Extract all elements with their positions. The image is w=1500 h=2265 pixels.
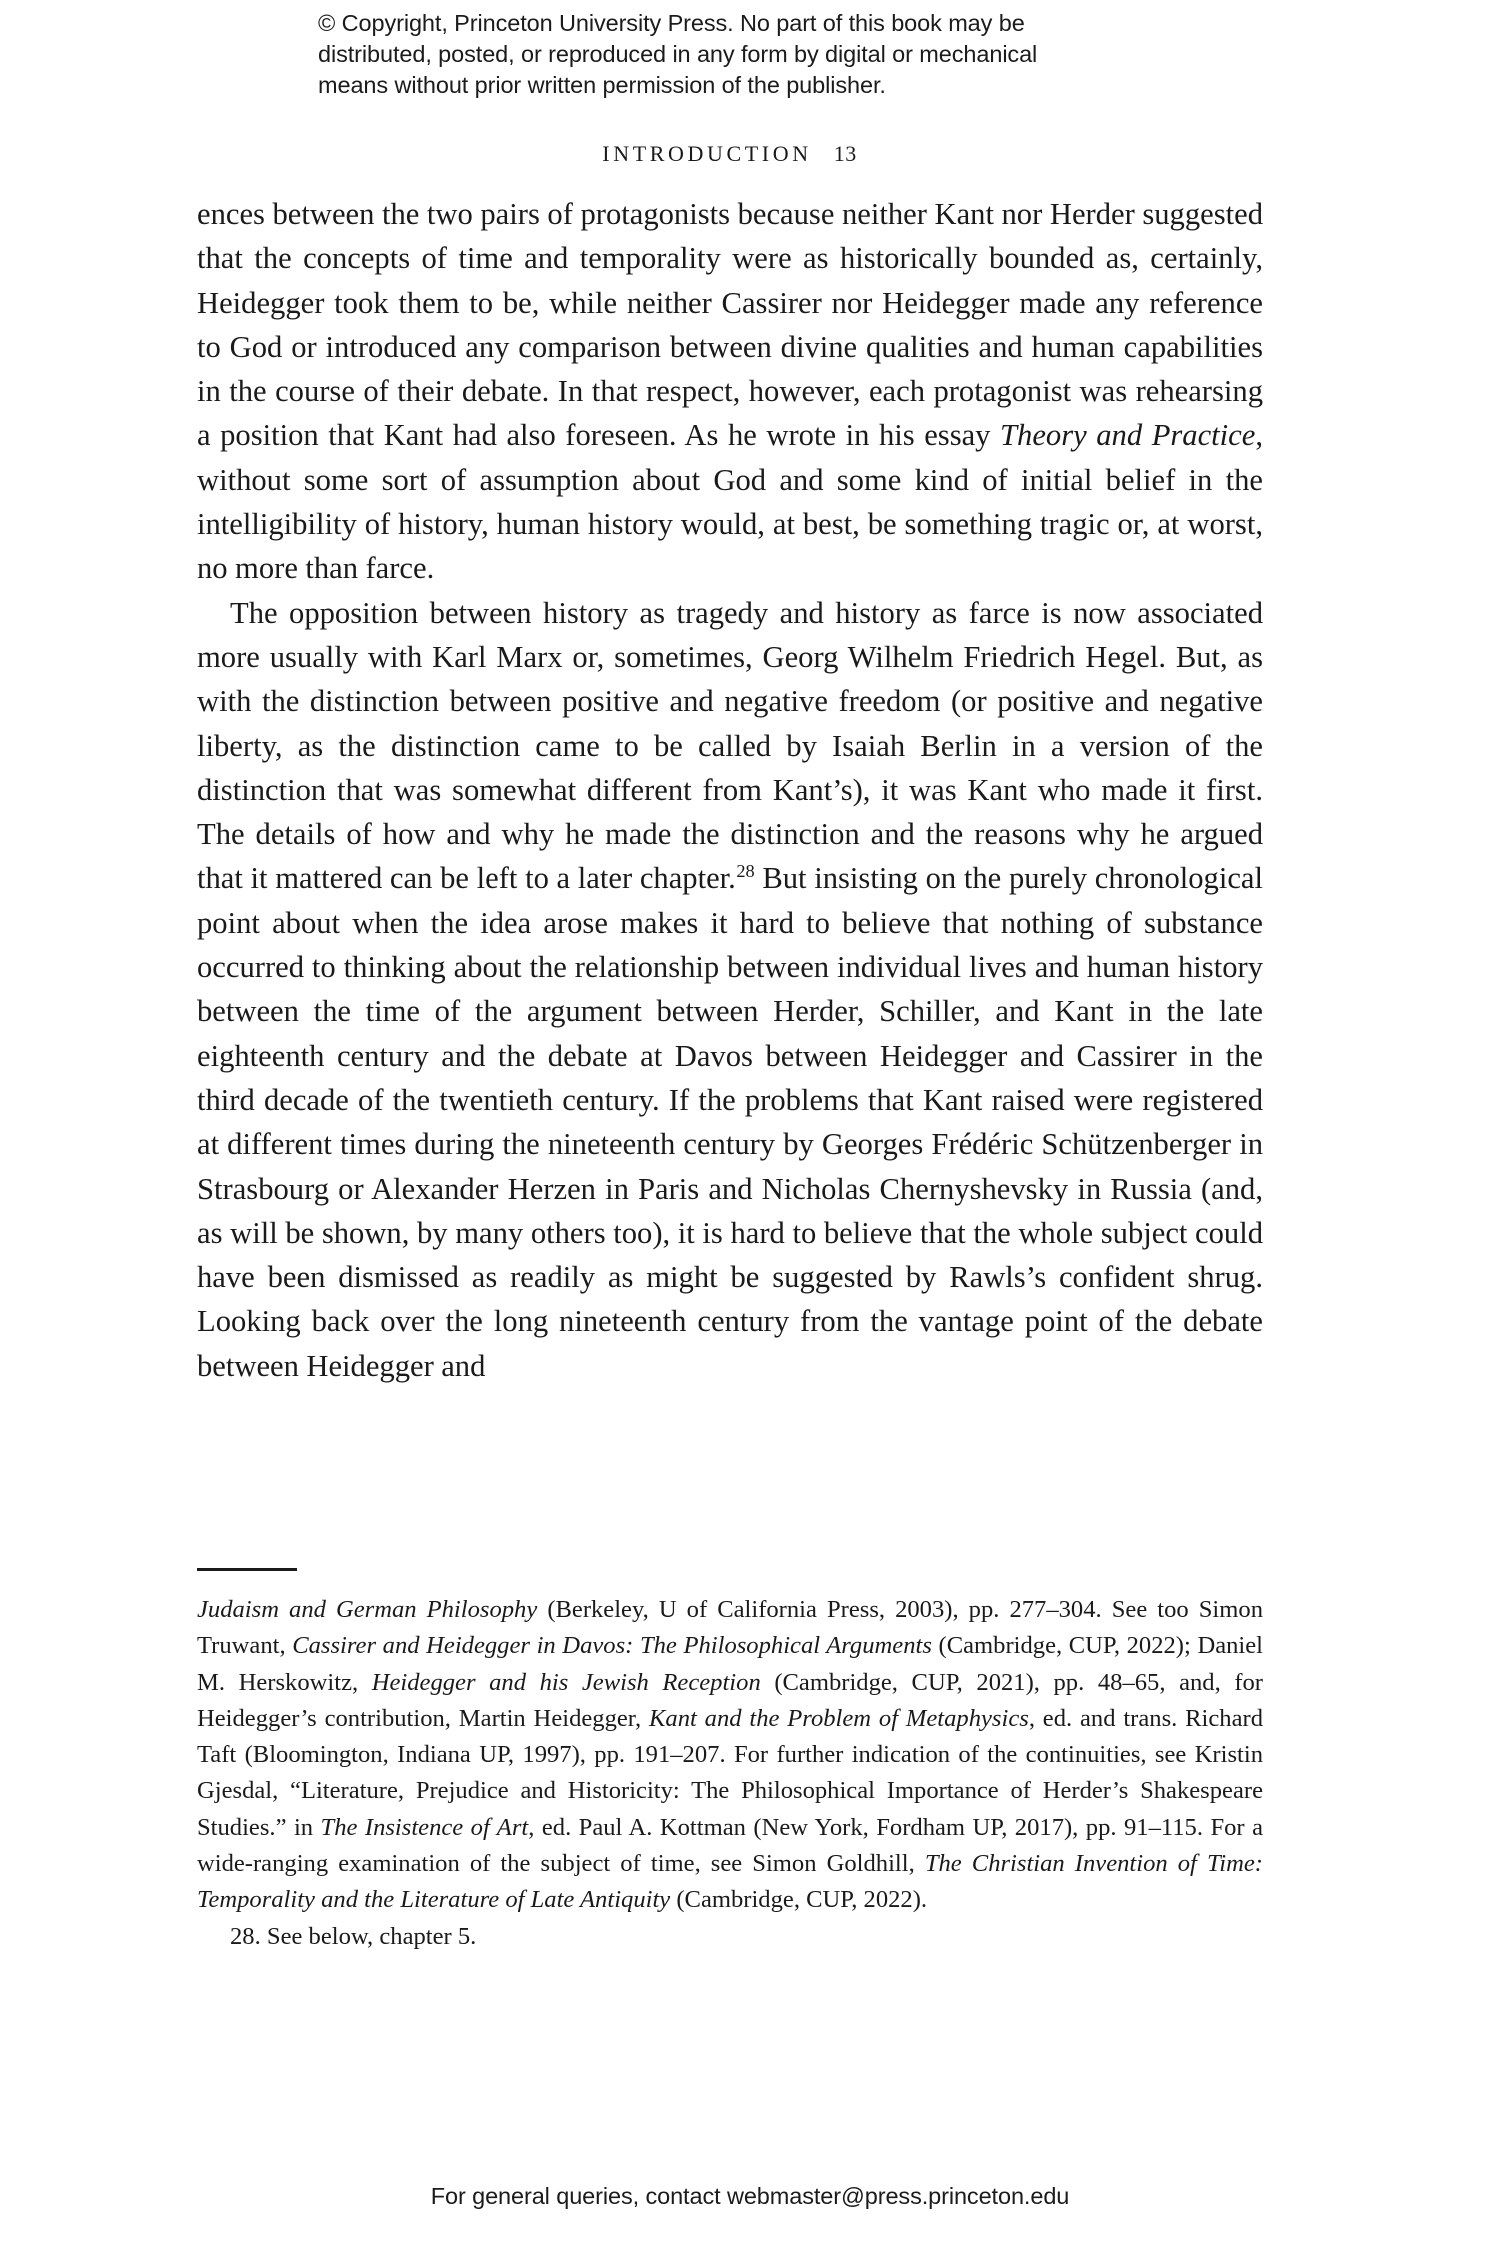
body-paragraph-2 bbox=[197, 591, 1263, 1388]
footnote-title-the-insistence-of-art: The Insistence of Art bbox=[320, 1813, 529, 1841]
footnote-title-heidegger-and-his-jewish-reception: Heidegger and his Jewish Reception bbox=[371, 1668, 761, 1696]
footnote-separator-rule bbox=[197, 1568, 297, 1571]
footnote-continued-from-previous-page bbox=[197, 1592, 1263, 1919]
footnote-title-kant-and-the-problem-of-metaphysics: Kant and the Problem of Metaphysics bbox=[649, 1704, 1029, 1732]
running-head bbox=[197, 141, 1262, 167]
footnote-title-cassirer-and-heidegger-in-davos: Cassirer and Heidegger in Davos: The Philosophical Arguments bbox=[292, 1632, 932, 1660]
footnote-segment-10: , ed. Paul A. Kottman (New York, Fordham UP, 2017), pp. 91–115. For a wide-ranging examination of the subject of time, see Simon Goldhill, bbox=[197, 1813, 1263, 1878]
paragraph-2-text-after-note: But insisting on the purely chronological point about when the idea arose makes it hard to believe that nothing of substance occurred to thinking about the relationship between individual lives and human history between the time of the argument between Herder, Schiller, and Kant in the late eighteenth century and the debate at Davos between Heidegger and Cassirer in the third decade of the twentieth century. If the problems that Kant raised were registered at different times during the nineteenth century by Georges Frédéric Schützenberger in Strasbourg or Alexander Herzen in Paris and Nicholas Chernyshevsky in Russia (and, as will be shown, by many others too), it is hard to believe that the whole subject could have been dismissed as readily as might be suggested by Rawls’s confident shrug. Looking back over the long nineteenth century from the vantage point of the debate between Heidegger and bbox=[197, 861, 1263, 1383]
page-folio-number: 13 bbox=[833, 141, 857, 166]
body-text-column bbox=[197, 192, 1263, 1388]
footnote-block bbox=[197, 1592, 1263, 1955]
footnote-title-judaism-and-german-philosophy: Judaism and German Philosophy bbox=[197, 1596, 538, 1623]
footnote-reference-28[interactable]: 28 bbox=[736, 861, 755, 882]
copyright-line-3: means without prior written permission of the publisher. bbox=[318, 72, 886, 98]
footnote-segment-4: (Cambridge, CUP, 2022); Daniel M. Herskowitz, bbox=[197, 1632, 1264, 1696]
footnote-segment-8: , ed. and trans. Richard Taft (Bloomington, Indiana UP, 1997), pp. 191–207. For further indication of the continuities, see Kristin Gjesdal, “Literature, Prejudice and Historicity: The Philosophical Importance of Herder’s Shakespeare Studies.” in bbox=[197, 1704, 1263, 1841]
footnote-segment-12: (Cambridge, CUP, 2022). bbox=[670, 1886, 928, 1914]
footnote-segment-6: (Cambridge, CUP, 2021), pp. 48–65, and, for Heidegger’s contribution, Martin Heidegger, bbox=[197, 1668, 1263, 1732]
copyright-line-2: distributed, posted, or reproduced in any form by digital or mechanical bbox=[318, 41, 1038, 67]
footnote-title-the-christian-invention-of-time: The Christian Invention of Time: Temporality and the Literature of Late Antiquity bbox=[197, 1850, 1263, 1914]
footnote-segment-2: (Berkeley, U of California Press, 2003), pp. 277–304. See too Simon Truwant, bbox=[197, 1596, 1263, 1660]
paragraph-2-text-before-note: The opposition between history as tragedy and history as farce is now associated more usually with Karl Marx or, sometimes, Georg Wilhelm Friedrich Hegel. But, as with the distinction between positive and negative freedom (or positive and negative liberty, as the distinction came to be called by Isaiah Berlin in a version of the distinction that was somewhat different from Kant’s), it was Kant who made it first. The details of how and why he made the distinction and the reasons why he argued that it mattered can be left to a later chapter. bbox=[197, 595, 1263, 896]
running-head-title: INTRODUCTION bbox=[602, 141, 812, 166]
copyright-line-1: © Copyright, Princeton University Press. No part of this book may be bbox=[318, 10, 1025, 36]
general-queries-footer: For general queries, contact webmaster@press.princeton.edu bbox=[430, 2183, 1070, 2209]
paragraph-1-text-after-title: , without some sort of assumption about God and some kind of initial belief in the intelligibility of history, human history would, at best, be something tragic or, at worst, no more than farce. bbox=[197, 418, 1263, 586]
footnote-28: 28. See below, chapter 5. bbox=[230, 1922, 477, 1950]
cited-work-theory-and-practice: Theory and Practice bbox=[1000, 418, 1256, 453]
copyright-notice bbox=[318, 8, 1158, 101]
paragraph-1-text-before-title: ences between the two pairs of protagonists because neither Kant nor Herder suggested that the concepts of time and temporality were as historically bounded as, certainly, Heidegger took them to be, while neither Cassirer nor Heidegger made any reference to God or introduced any comparison between divine qualities and human capabilities in the course of their debate. In that respect, however, each protagonist was rehearsing a position that Kant had also foreseen. As he wrote in his essay bbox=[197, 197, 1263, 453]
body-paragraph-1 bbox=[197, 192, 1263, 591]
